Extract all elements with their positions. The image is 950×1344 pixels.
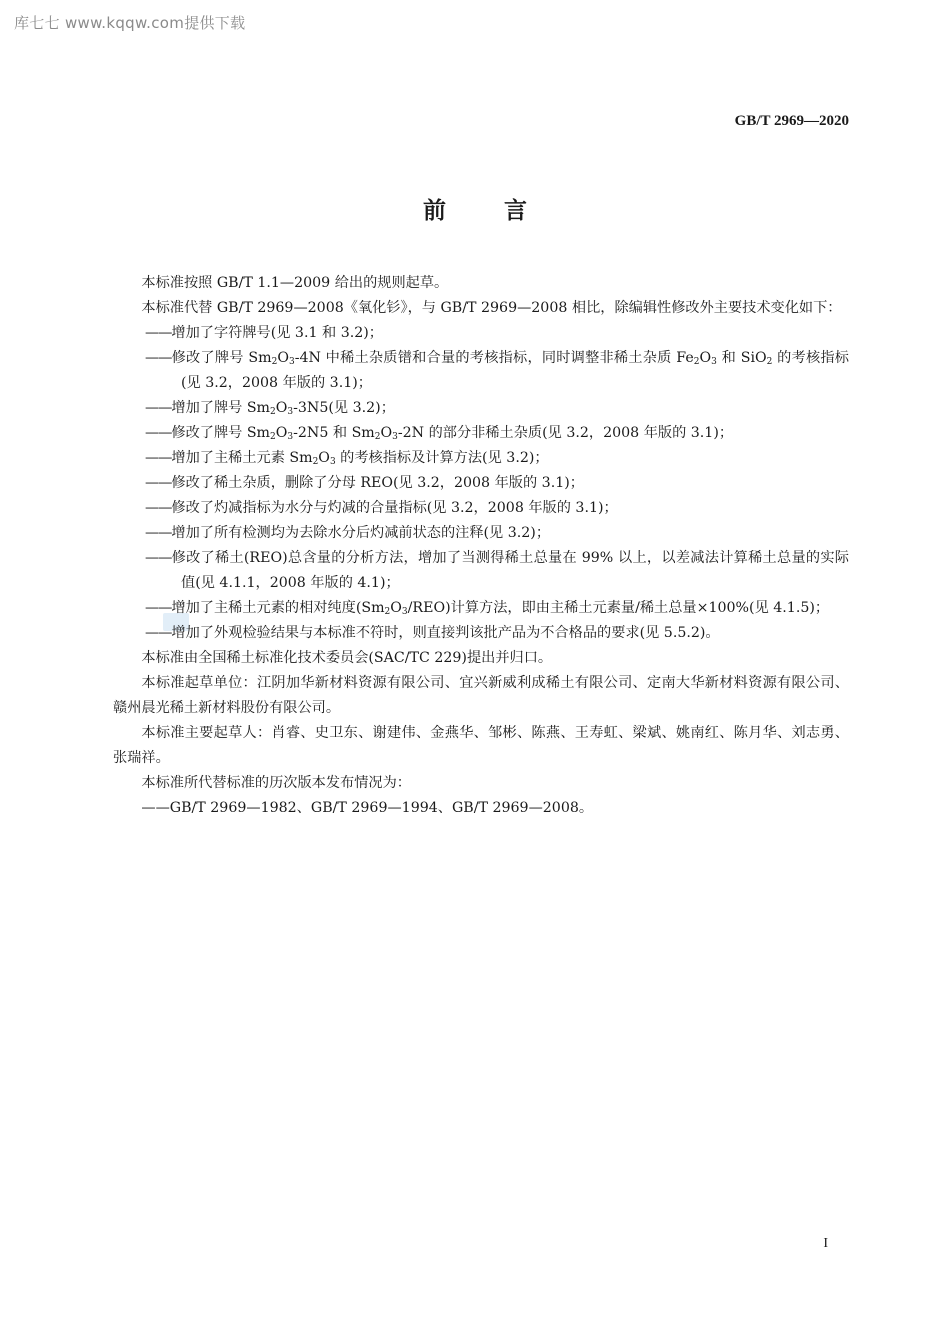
change-item: ——增加了牌号 $Sm_2O_3-3N5$(见 3.2)； <box>145 400 395 417</box>
standard-number: GB/T 2969—2020 <box>734 113 849 129</box>
paragraph-proposer: 本标准由全国稀土标准化技术委员会(SAC/TC 229)提出并归口。 <box>141 650 553 666</box>
change-item: ——修改了稀土杂质，删除了分母 REO(见 3.2，2008 年版的 3.1)； <box>145 475 584 491</box>
change-item: ——增加了外观检验结果与本标准不符时，则直接判该批产品为不合格品的要求(见 5.5.2)。 <box>145 625 720 641</box>
change-item: ——修改了牌号 $Sm_2O_3-2N5$ 和 $Sm_2O_3-2N$ 的部分非稀土杂质(见 3.2，2008 年版的 3.1)； <box>145 425 734 442</box>
change-item: ——增加了主稀土元素 $Sm_2O_3$ 的考核指标及计算方法(见 3.2)； <box>145 450 549 467</box>
history-item: ——GB/T 2969—1982、GB/T 2969—1994、GB/T 2969—2008。 <box>141 800 594 816</box>
change-item: ——修改了稀土(REO)总含量的分析方法，增加了当测得稀土总量在 99% 以上，以差减法计算稀土总量的实际值(见 4.1.1，2008 年版的 4.1)； <box>145 550 849 591</box>
change-item: ——修改了牌号 $Sm_2O_3-4N$ 中稀土杂质镨和合量的考核指标，同时调整非稀土杂质 $Fe_2O_3$ 和 SiO$_2$ 的考核指标(见 3.2，2008 年版的 3.1)； <box>145 350 849 391</box>
paragraph-drafting-rules: 本标准按照 GB/T 1.1—2009 给出的规则起草。 <box>141 275 449 291</box>
watermark-text: 库七七 www.kqqw.com提供下载 <box>14 14 246 32</box>
change-item: ——增加了所有检测均为去除水分后灼减前状态的注释(见 3.2)； <box>145 525 551 541</box>
paragraph-replacement: 本标准代替 GB/T 2969—2008《氧化钐》，与 GB/T 2969—2008 相比，除编辑性修改外主要技术变化如下： <box>141 300 842 316</box>
paragraph-drafting-units: 本标准起草单位：江阴加华新材料资源有限公司、宜兴新威利成稀土有限公司、定南大华新材料资源有限公司、赣州晨光稀土新材料股份有限公司。 <box>113 675 849 716</box>
page-title: 前言 <box>423 198 585 224</box>
page-number: I <box>823 1236 828 1251</box>
change-item: ——增加了主稀土元素的相对纯度$(Sm_2O_3/REO)$计算方法，即由主稀土元素量/稀土总量×100%(见 4.1.5)； <box>145 600 830 617</box>
change-item: ——修改了灼减指标为水分与灼减的合量指标(见 3.2，2008 年版的 3.1)； <box>145 500 618 516</box>
paragraph-drafters: 本标准主要起草人：肖睿、史卫东、谢建伟、金燕华、邹彬、陈燕、王寿虹、梁斌、姚南红、陈月华、刘志勇、张瑞祥。 <box>113 725 849 766</box>
change-item: ——增加了字符牌号(见 3.1 和 3.2)； <box>145 325 383 341</box>
paragraph-history-intro: 本标准所代替标准的历次版本发布情况为： <box>141 775 411 791</box>
foreword-body <box>113 271 849 821</box>
